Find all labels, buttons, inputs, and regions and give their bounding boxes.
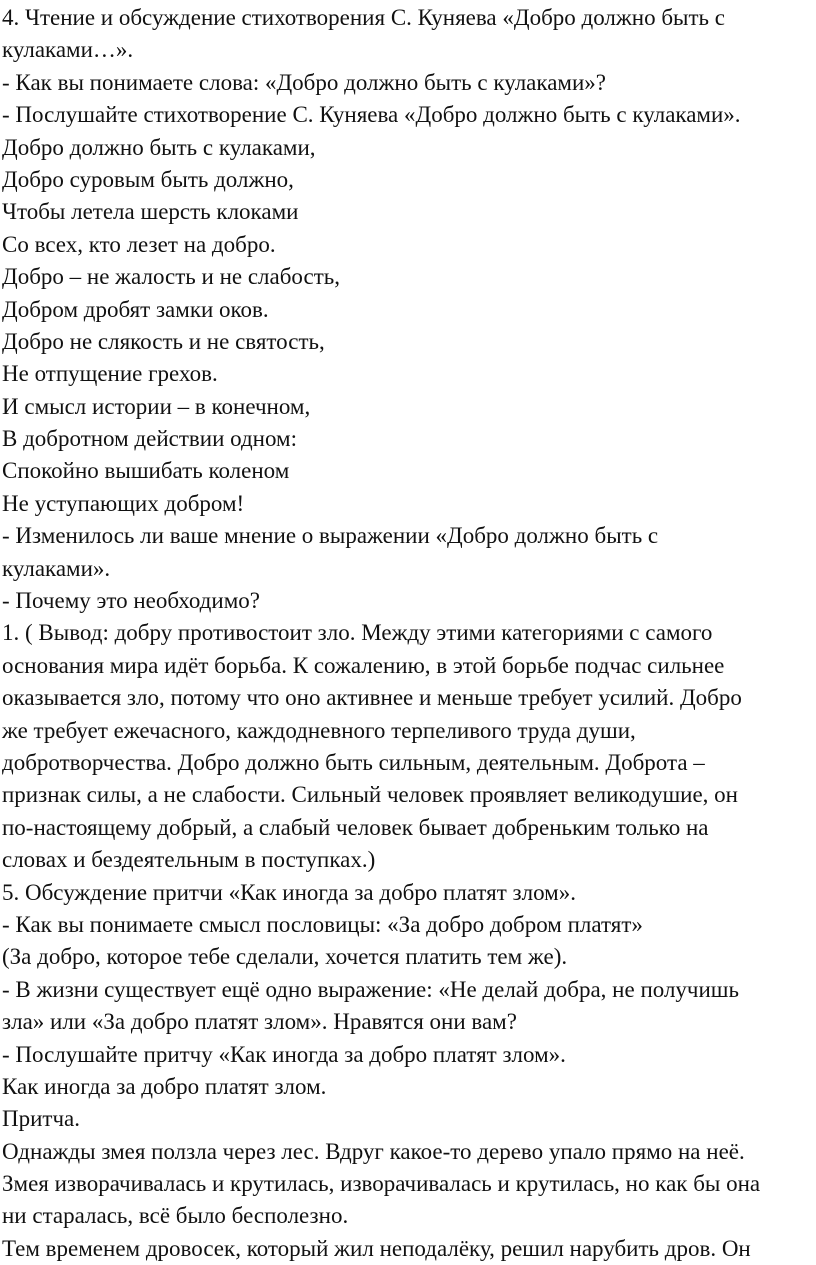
- text-line: 5. Обсуждение притчи «Как иногда за добро платят злом».: [2, 879, 576, 905]
- text-line: Однажды змея ползла через лес. Вдруг какое-то дерево упало прямо на неё.: [2, 1138, 745, 1164]
- poem-line: Со всех, кто лезет на добро.: [2, 231, 276, 257]
- text-line: кулаками…».: [2, 37, 134, 63]
- poem-line: Не уступающих добром!: [2, 490, 245, 516]
- text-line: 1. ( Вывод: добру противостоит зло. Между этими категориями с самого: [2, 620, 713, 646]
- poem-line: Чтобы летела шерсть клоками: [2, 199, 299, 225]
- text-line: - Изменилось ли ваше мнение о выражении «Добро должно быть с: [2, 523, 659, 549]
- text-line: - Почему это необходимо?: [2, 588, 260, 614]
- text-line: (За добро, которое тебе сделали, хочется платить тем же).: [2, 944, 568, 970]
- text-line: основания мира идёт борьба. К сожалению, в этой борьбе подчас сильнее: [2, 652, 725, 678]
- text-line: Тем временем дровосек, который жил неподалёку, решил нарубить дров. Он: [2, 1235, 751, 1261]
- text-line: - Послушайте стихотворение С. Куняева «Добро должно быть с кулаками».: [2, 102, 741, 128]
- text-line: - В жизни существует ещё одно выражение: «Не делай добра, не получишь: [2, 976, 740, 1002]
- text-line: Змея изворачивалась и крутилась, изворачивалась и крутилась, но как бы она: [2, 1171, 761, 1197]
- text-line: словах и бездеятельным в поступках.): [2, 847, 376, 873]
- text-line: - Послушайте притчу «Как иногда за добро платят злом».: [2, 1041, 566, 1067]
- text-line: же требует ежечасного, каждодневного терпеливого труда души,: [2, 717, 636, 743]
- poem-line: Не отпущение грехов.: [2, 361, 218, 387]
- text-line: по-настоящему добрый, а слабый человек бывает добреньким только на: [2, 814, 709, 840]
- text-line: зла» или «За добро платят злом». Нравятся они вам?: [2, 1009, 517, 1035]
- text-line: признак силы, а не слабости. Сильный человек проявляет великодушие, он: [2, 782, 738, 808]
- poem-line: Добром дробят замки оков.: [2, 296, 269, 322]
- poem-line: Добро – не жалость и не слабость,: [2, 264, 341, 290]
- poem-line: В добротном действии одном:: [2, 426, 297, 452]
- text-line: оказывается зло, потому что оно активнее и меньше требует усилий. Добро: [2, 685, 742, 711]
- poem-line: Добро должно быть с кулаками,: [2, 134, 316, 160]
- poem-line: Добро не слякость и не святость,: [2, 328, 325, 354]
- poem-line: Спокойно вышибать коленом: [2, 458, 290, 484]
- text-line: - Как вы понимаете смысл пословицы: «За добро добром платят»: [2, 911, 643, 937]
- parable-title: Как иногда за добро платят злом.: [2, 1073, 327, 1099]
- text-line: ни старалась, всё было бесполезно.: [2, 1203, 349, 1229]
- parable-subtitle: Притча.: [2, 1106, 80, 1132]
- text-line: 4. Чтение и обсуждение стихотворения С. Куняева «Добро должно быть с: [2, 5, 726, 30]
- text-line: - Как вы понимаете слова: «Добро должно быть с кулаками»?: [2, 69, 606, 95]
- poem-line: И смысл истории – в конечном,: [2, 393, 311, 419]
- text-line: добротворчества. Добро должно быть сильным, деятельным. Доброта –: [2, 749, 705, 775]
- poem-line: Добро суровым быть должно,: [2, 166, 294, 192]
- text-line: кулаками».: [2, 555, 111, 581]
